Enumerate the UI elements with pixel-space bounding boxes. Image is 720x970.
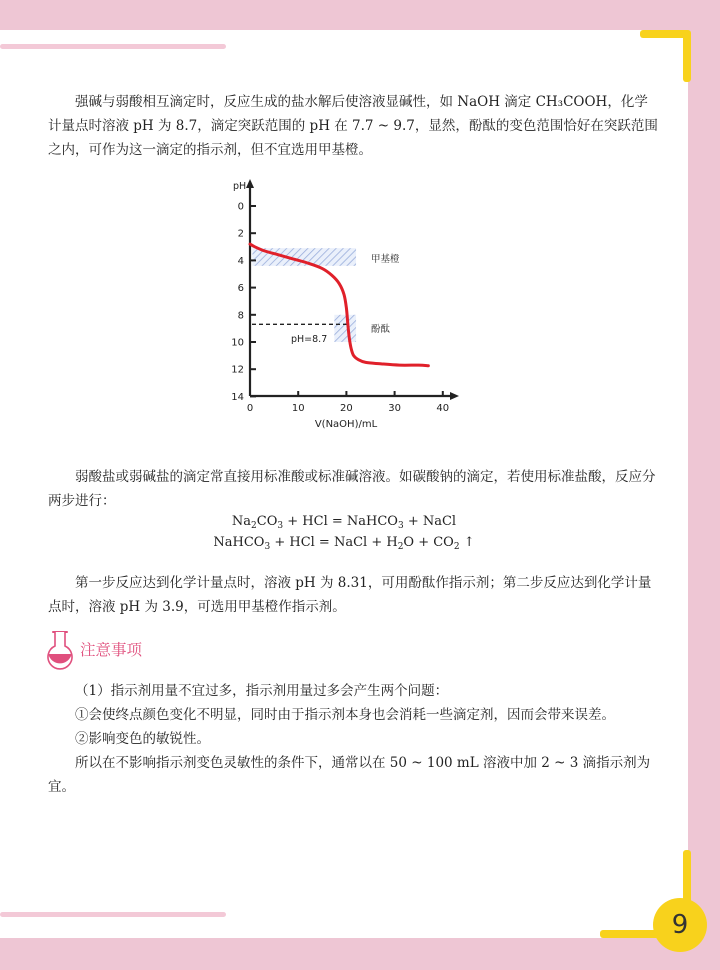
y-tick-label: 8: [237, 310, 244, 322]
paragraph-weak-salt-titration: 弱酸盐或弱碱盐的滴定常直接用标准酸或标准碱溶液。如碳酸钠的滴定，若使用标准盐酸，反应分两步进行：: [48, 469, 656, 509]
flask-icon: [44, 628, 76, 672]
paragraph-strong-base-weak-acid: 强碱与弱酸相互滴定时，反应生成的盐水解后使溶液显碱性，如 NaOH 滴定 CH₃COOH，化学计量点时溶液 pH 为 8.7，滴定突跃范围的 pH 在 7.7 ~ 9.7，显然，酚酞的变色范围恰好在突跃范围之内，可作为这一滴定的指示剂，但不宜选用甲基橙。: [48, 94, 658, 158]
page-number: 9: [653, 898, 707, 952]
y-tick-label: 6: [237, 283, 244, 295]
indicator-band-1: [334, 315, 356, 342]
titration-chart: [225, 175, 465, 435]
note-line-4: 所以在不影响指示剂变色灵敏性的条件下，通常以在 50 ~ 100 mL 溶液中加 2 ~ 3 滴指示剂为宜。: [48, 755, 651, 795]
x-axis-label: V(NaOH)/mL: [314, 419, 378, 430]
equation-step-2: NaHCO$_3$ + HCl = NaCl + $H_2O + CO_2$ ↑: [213, 535, 475, 552]
note-line-1: （1）指示剂用量不宜过多，指示剂用量过多会产生两个问题：: [75, 683, 449, 699]
bottom-decor-stripe: [0, 912, 226, 917]
top-decor-stripe: [0, 44, 226, 49]
band-label-methyl-orange: 甲基橙: [371, 254, 400, 265]
y-axis-arrow: [246, 179, 254, 188]
ref-line-label: pH=8.7: [291, 334, 328, 345]
y-tick-label: 10: [231, 337, 244, 349]
x-tick-label: 30: [388, 403, 401, 414]
y-tick-label: 0: [237, 201, 244, 213]
y-tick-label: 12: [231, 364, 244, 376]
x-tick-label: 0: [246, 403, 254, 414]
y-tick-label: 4: [237, 255, 244, 267]
paragraph-two-step-indicators: 第一步反应达到化学计量点时，溶液 pH 为 8.31，可用酚酞作指示剂；第二步反应达到化学计量点时，溶液 pH 为 3.9，可选用甲基橙作指示剂。: [48, 575, 652, 615]
y-axis-label: pH: [233, 181, 247, 192]
y-tick-label: 14: [231, 391, 244, 403]
x-axis-arrow: [450, 392, 459, 400]
x-tick-label: 40: [436, 403, 450, 414]
x-tick-label: 10: [291, 403, 305, 414]
note-line-2: ①会使终点颜色变化不明显，同时由于指示剂本身也会消耗一些滴定剂，因而会带来误差。: [75, 707, 615, 723]
corner-bracket-top-vertical: [683, 30, 691, 82]
equation-step-1: $Na_2CO_3$ + HCl = NaHCO$_3$ + NaCl: [231, 514, 457, 531]
note-line-3: ②影响变色的敏锐性。: [75, 731, 210, 747]
band-label-phenolphthalein: 酚酞: [371, 324, 391, 335]
x-tick-label: 20: [340, 403, 353, 414]
notes-title: 注意事项: [80, 641, 143, 659]
y-tick-label: 2: [237, 228, 244, 240]
